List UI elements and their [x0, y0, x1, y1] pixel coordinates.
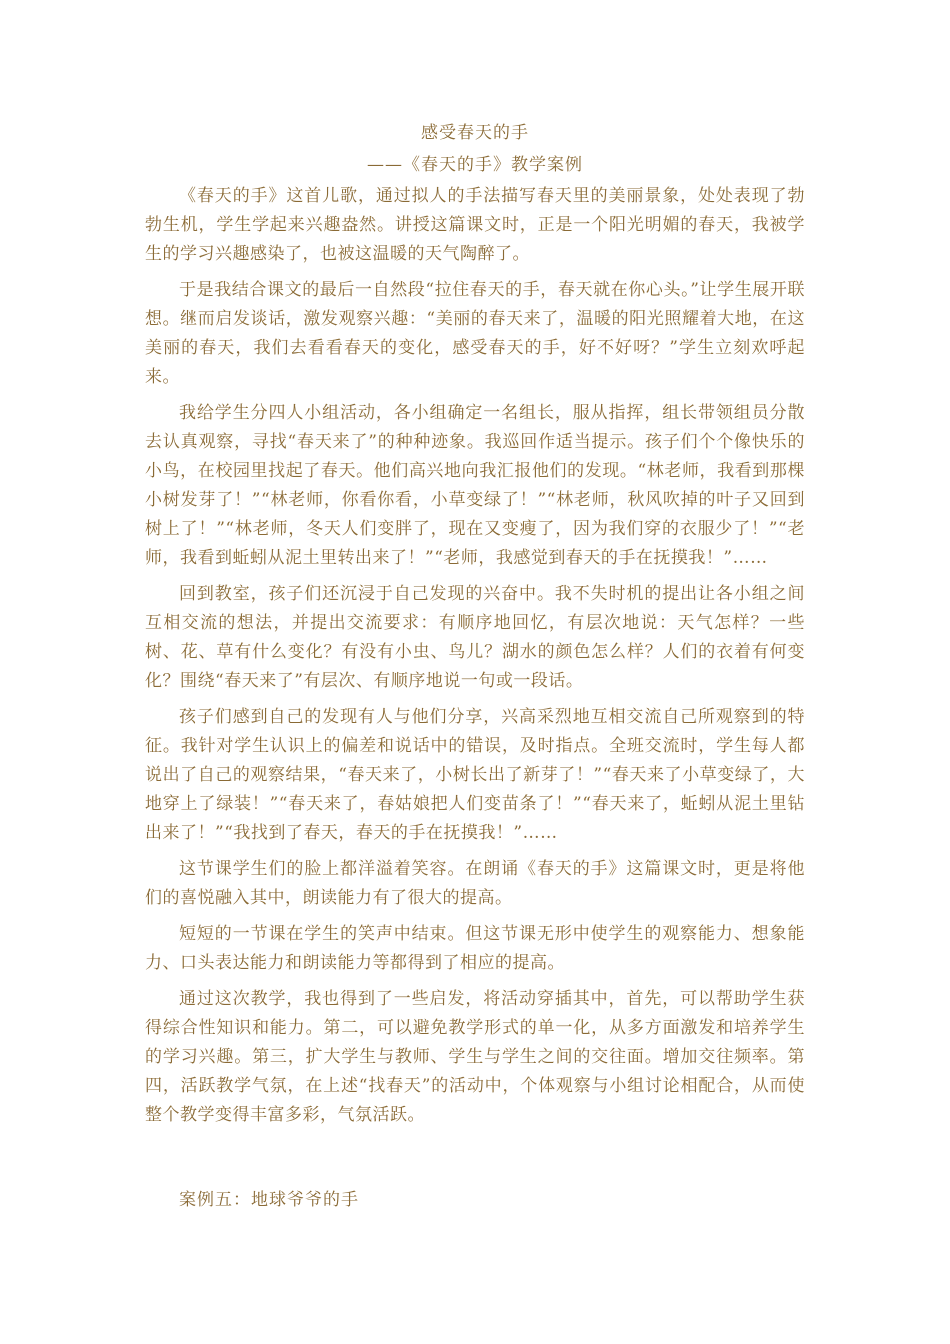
paragraph-8: 通过这次教学，我也得到了一些启发，将活动穿插其中，首先，可以帮助学生获得综合性知识和能力。第二，可以避免教学形式的单一化，从多方面激发和培养学生的学习兴趣。第三，扩大学生与教师、学生与学生之间的交往面。增加交往频率。第四，活跃教学气氛，在上述“找春天”的活动中，个体观察与小组讨论相配合，从而使整个教学变得丰富多彩，气氛活跃。 — [145, 989, 805, 1125]
paragraph-7: 短短的一节课在学生的笑声中结束。但这节课无形中使学生的观察能力、想象能力、口头表达能力和朗读能力等都得到了相应的提高。 — [145, 924, 805, 973]
paragraph-6: 这节课学生们的脸上都洋溢着笑容。在朗诵《春天的手》这篇课文时，更是将他们的喜悦融入其中，朗读能力有了很大的提高。 — [145, 859, 805, 908]
next-case-heading: 案例五：地球爷爷的手 — [179, 1190, 359, 1210]
document-body — [145, 120, 805, 1137]
paragraph-4: 回到教室，孩子们还沉浸于自己发现的兴奋中。我不失时机的提出让各小组之间互相交流的想法，并提出交流要求：有顺序地回忆，有层次地说：天气怎样？一些树、花、草有什么变化？有没有小虫、鸟儿？湖水的颜色怎么样？人们的衣着有何变化？围绕“春天来了”有层次、有顺序地说一句或一段话。 — [145, 584, 805, 691]
paragraph-5: 孩子们感到自己的发现有人与他们分享，兴高采烈地互相交流自己所观察到的特征。我针对学生认识上的偏差和说话中的错误，及时指点。全班交流时，学生每人都说出了自己的观察结果，“春天来了，小树长出了新芽了！”“春天来了小草变绿了，大地穿上了绿装！”“春天来了，春姑娘把人们变苗条了！”“春天来了，蚯蚓从泥土里钻出来了！”“我找到了春天，春天的手在抚摸我！”…… — [145, 707, 805, 843]
document-subtitle: ——《春天的手》教学案例 — [367, 155, 583, 175]
paragraph-3: 我给学生分四人小组活动，各小组确定一名组长，服从指挥，组长带领组员分散去认真观察，寻找“春天来了”的种种迹象。我巡回作适当提示。孩子们个个像快乐的小鸟，在校园里找起了春天。他们高兴地向我汇报他们的发现。“林老师，我看到那棵小树发芽了！”“林老师，你看你看，小草变绿了！”“林老师，秋风吹掉的叶子又回到树上了！”“林老师，冬天人们变胖了，现在又变瘦了，因为我们穿的衣服少了！”“老师，我看到蚯蚓从泥土里转出来了！”“老师，我感觉到春天的手在抚摸我！”…… — [145, 403, 805, 568]
document-title: 感受春天的手 — [421, 123, 529, 143]
paragraph-1: 《春天的手》这首儿歌，通过拟人的手法描写春天里的美丽景象，处处表现了勃勃生机，学生学起来兴趣盎然。讲授这篇课文时，正是一个阳光明媚的春天，我被学生的学习兴趣感染了，也被这温暖的天气陶醉了。 — [145, 186, 805, 264]
paragraph-2: 于是我结合课文的最后一自然段“拉住春天的手，春天就在你心头。”让学生展开联想。继而启发谈话，激发观察兴趣：“美丽的春天来了，温暖的阳光照耀着大地，在这美丽的春天，我们去看看春天的变化，感受春天的手，好不好呀？”学生立刻欢呼起来。 — [145, 280, 805, 387]
